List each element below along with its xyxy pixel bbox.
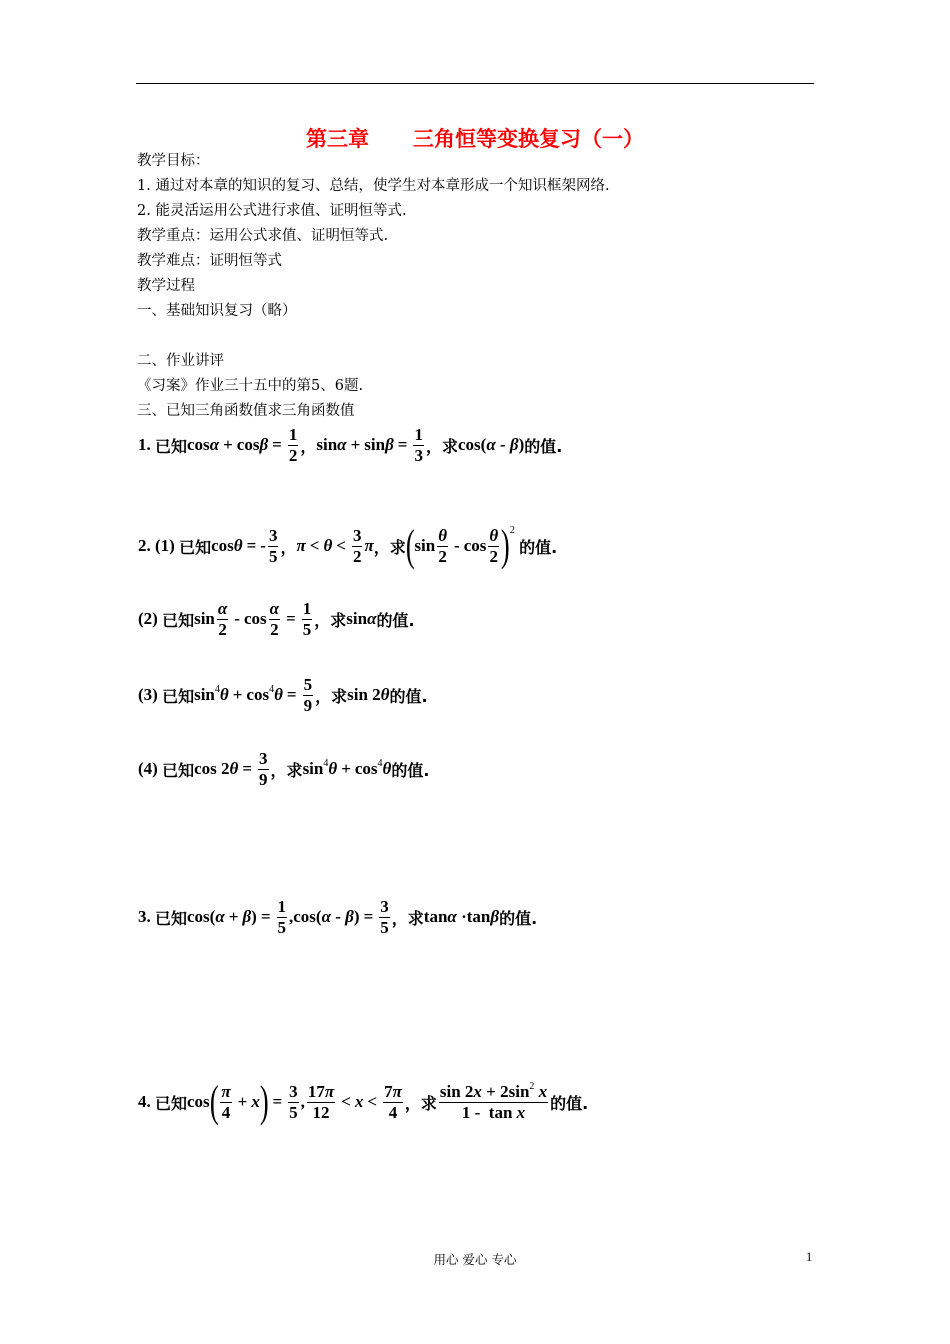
footer-slogan: 用心 爱心 专心 xyxy=(433,1252,517,1267)
page-title xyxy=(0,123,950,153)
problem-1: 1. 已知 cosα + cosβ = $\frac{1}{2}$ ， sinα + sinβ = $\frac{1}{3}$ ， 求 cos(α - β) 的值. xyxy=(138,425,563,465)
teaching-focus: 教学重点：运用公式求值、证明恒等式. xyxy=(137,228,389,244)
problem-2-3: (3) 已知 $\sin^4\theta + \cos^4\theta$ = $\frac{5}{9}$ ， 求 sin 2θ 的值. xyxy=(138,675,428,715)
problem-2-2: (2) 已知 sin $\frac{\alpha}{2}$ - cos $\frac{\alpha}{2}$ = $\frac{1}{5}$ ， 求 sinα 的值. xyxy=(138,599,415,639)
problem-3: 3. 已知 cos(α + β) = $\frac{1}{5}$ ,cos(α - β) = $\frac{3}{5}$ ， 求 tanα ·tanβ 的值. xyxy=(138,897,538,937)
problem-4: 4. 已知 cos ( $\frac{\pi}{4}$ + x ) = $\frac{3}{5}$ , $\frac{17\pi}{12}$ < x < $\frac{7\pi}{4}$ ， 求 $\frac{\sin 2x + 2\sin^2 x}{\text{1 - tan x}}$ 的值. xyxy=(138,1077,589,1126)
goals-heading: 教学目标： xyxy=(137,153,210,169)
teaching-process: 教学过程 xyxy=(137,278,195,294)
section-2: 二、作业讲评 xyxy=(137,353,224,369)
page-number: 1 xyxy=(806,1250,813,1264)
chapter-label: 第三章 xyxy=(306,127,369,151)
homework-note: 《习案》作业三十五中的第5、6题. xyxy=(137,378,364,394)
section-1: 一、基础知识复习（略） xyxy=(137,303,297,319)
header-rule xyxy=(136,83,814,84)
topic-label: 三角恒等变换复习（一） xyxy=(413,127,644,151)
goal-2: 2. 能灵活运用公式进行求值、证明恒等式. xyxy=(137,203,407,219)
section-3: 三、已知三角函数值求三角函数值 xyxy=(137,403,355,419)
problem-2-4: (4) 已知 cos 2θ = $\frac{3}{9}$ ， 求 $\sin^4\theta + \cos^4\theta$ 的值. xyxy=(138,749,430,789)
problem-2-1: 2. (1) 已知 cosθ = - $\frac{3}{5}$ ， π < θ < $\frac{3}{2}$ π ， 求 ( sin $\frac{\theta}{2}$ - cos $\frac{\theta}{2}$ ) 2 的值. xyxy=(138,521,558,570)
teaching-difficulty: 教学难点：证明恒等式 xyxy=(137,253,282,269)
goal-1: 1. 通过对本章的知识的复习、总结，使学生对本章形成一个知识框架网络. xyxy=(137,178,610,194)
